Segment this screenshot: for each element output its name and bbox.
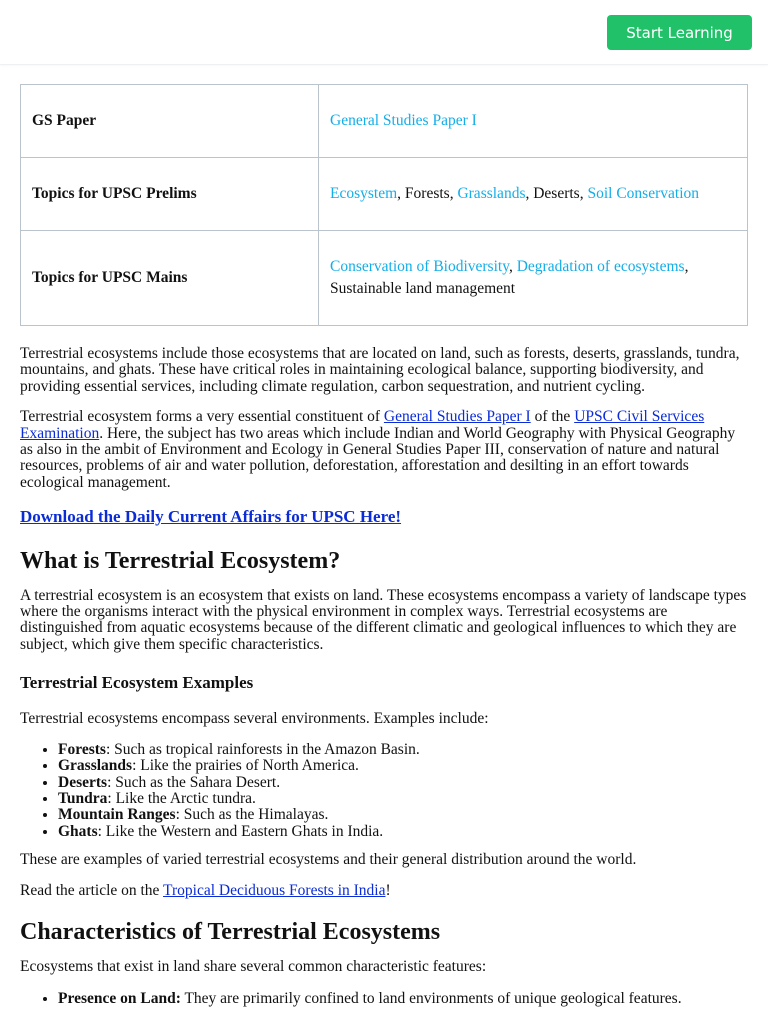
item-desc: : Such as the Himalayas. — [175, 806, 329, 824]
item-term: Forests — [58, 740, 106, 758]
read-article-paragraph — [20, 883, 748, 899]
separator-text: , Deserts, — [525, 185, 588, 202]
item-desc: : Like the Arctic tundra. — [107, 789, 256, 807]
item-term: Ghats — [58, 822, 98, 840]
download-current-affairs-link[interactable]: Download the Daily Current Affairs for UPSC Here! — [20, 507, 402, 527]
what-paragraph: A terrestrial ecosystem is an ecosystem that exists on land. These ecosystems encompass a variety of landscape types where the organisms interact with the physical environment in complex ways. Terrestrial ecosystems are distinguished from aquatic ecosystems because of the different climatic and geological influences to which they are subject, which give them specific characteristics. — [20, 586, 747, 653]
table-row — [21, 85, 748, 158]
list-item — [58, 791, 748, 807]
tropical-deciduous-link[interactable]: Tropical Deciduous Forests in India — [163, 881, 386, 899]
gs-paper-paragraph — [20, 409, 748, 491]
intro-paragraph: Terrestrial ecosystems include those ecosystems that are located on land, such as forests, deserts, grasslands, tundra, mountains, and ghats. These have critical roles in maintaining ecological balance, supporting biodiversity, and providing essential services, including climate regulation, carbon sequestration, and nutrient cycling. — [20, 345, 740, 395]
item-desc: : Such as tropical rainforests in the Amazon Basin. — [105, 740, 420, 758]
examples-outro: These are examples of varied terrestrial ecosystems and their general distribution around the world. — [20, 851, 637, 869]
heading-what-is: What is Terrestrial Ecosystem? — [20, 547, 341, 574]
item-term: Presence on Land: — [58, 990, 181, 1008]
list-item — [58, 824, 748, 840]
ecosystem-link[interactable]: Ecosystem — [330, 185, 398, 202]
item-term: Deserts — [58, 773, 108, 791]
general-studies-link[interactable]: General Studies Paper I — [383, 408, 531, 426]
table-row-value — [319, 158, 748, 231]
gs-paper-link[interactable]: General Studies Paper I — [330, 112, 477, 129]
para-text: . Here, the subject has two areas which include Indian and World Geography with Physical Geography as also in the ambit of Environment and Ecology in General Studies Paper III, conservation of nature and natural resources, problems of air and water pollution, deforestation, afforestation and desilting in an effort towards ecological management. — [20, 424, 736, 491]
item-desc: : Like the Western and Eastern Ghats in India. — [97, 822, 384, 840]
heading-examples: Terrestrial Ecosystem Examples — [20, 673, 254, 693]
separator-text: , — [684, 258, 689, 275]
table-row-value — [319, 231, 748, 326]
list-item — [58, 775, 748, 791]
soil-conservation-link[interactable]: Soil Conservation — [587, 185, 699, 202]
list-item — [58, 742, 748, 758]
list-item — [58, 758, 748, 774]
grasslands-link[interactable]: Grasslands — [457, 185, 526, 202]
characteristics-intro: Ecosystems that exist in land share several common characteristic features: — [20, 957, 487, 975]
conservation-biodiversity-link[interactable]: Conservation of Biodiversity — [330, 258, 509, 275]
item-desc: They are primarily confined to land environments of unique geological features. — [180, 990, 682, 1008]
table-row — [21, 158, 748, 231]
table-row — [21, 231, 748, 326]
table-row-value — [319, 85, 748, 158]
separator-text: , Forests, — [397, 185, 458, 202]
para-text: Terrestrial ecosystem forms a very essential constituent of — [20, 408, 384, 426]
heading-characteristics: Characteristics of Terrestrial Ecosystems — [20, 918, 441, 945]
examples-list — [20, 742, 748, 840]
examples-intro: Terrestrial ecosystems encompass several environments. Examples include: — [20, 710, 489, 728]
table-row-label: Topics for UPSC Mains — [21, 231, 319, 326]
para-text: ! — [385, 881, 391, 899]
item-term: Mountain Ranges — [58, 806, 176, 824]
para-text: of the — [530, 408, 575, 426]
degradation-ecosystems-link[interactable]: Degradation of ecosystems — [516, 258, 685, 275]
list-item — [58, 991, 748, 1007]
item-term: Tundra — [58, 789, 108, 807]
top-bar — [0, 0, 768, 65]
table-row-label: GS Paper — [21, 85, 319, 158]
upsc-cse-link[interactable]: UPSC Civil Services Examination — [20, 408, 705, 442]
item-desc: : Like the prairies of North America. — [132, 757, 359, 775]
characteristics-list — [20, 991, 748, 1007]
table-row-label: Topics for UPSC Prelims — [21, 158, 319, 231]
article-content — [20, 84, 748, 1008]
list-item — [58, 807, 748, 823]
sustainable-land-text: Sustainable land management — [330, 280, 516, 297]
item-desc: : Such as the Sahara Desert. — [107, 773, 281, 791]
start-learning-button[interactable]: Start Learning — [607, 15, 752, 50]
para-text: Read the article on the — [20, 881, 164, 899]
item-term: Grasslands — [58, 757, 133, 775]
download-paragraph — [20, 509, 748, 525]
separator-text: , — [508, 258, 517, 275]
syllabus-table — [20, 84, 748, 326]
